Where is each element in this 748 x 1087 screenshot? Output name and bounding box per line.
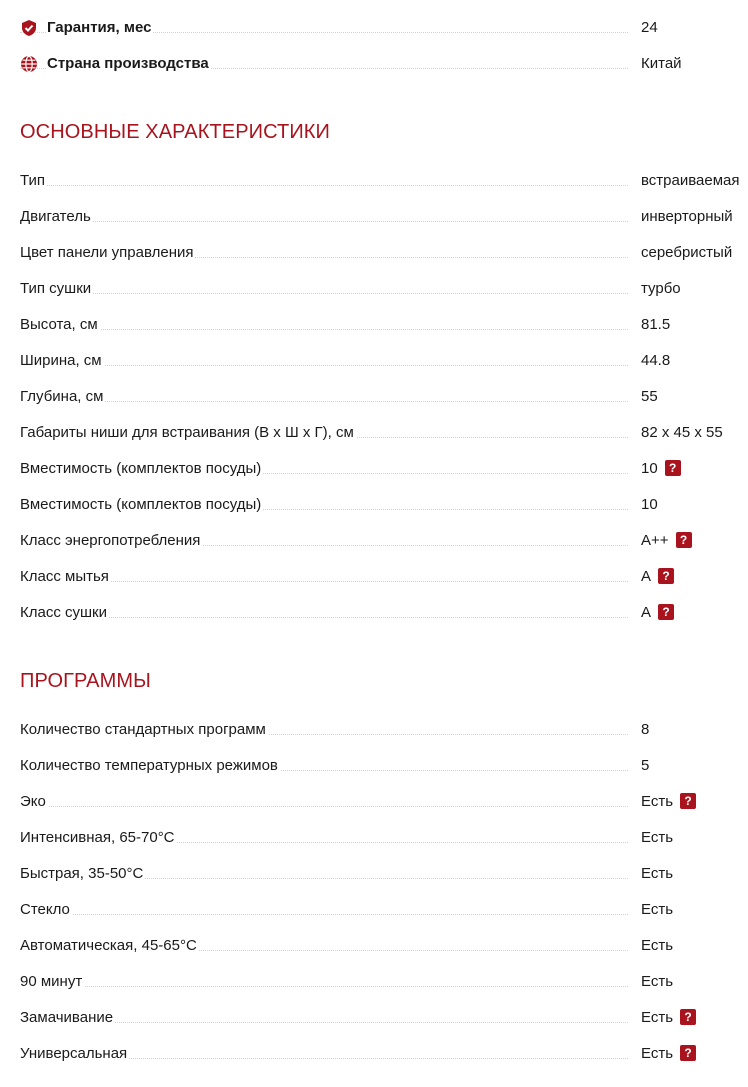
spec-row — [20, 206, 748, 228]
spec-value-wrap — [641, 755, 649, 777]
dotted-leader — [20, 185, 628, 186]
spec-row — [20, 863, 748, 885]
spec-row — [20, 566, 748, 588]
spec-row — [20, 935, 748, 957]
spec-value: серебристый — [641, 244, 733, 261]
dotted-leader — [20, 221, 628, 222]
spec-value-wrap — [641, 719, 649, 741]
spec-value-wrap — [641, 827, 673, 849]
spec-value: A++ — [641, 532, 669, 549]
spec-label: Количество стандартных программ — [20, 719, 268, 741]
spec-label: Универсальная — [20, 1043, 129, 1065]
spec-value-wrap — [641, 530, 692, 552]
spec-value: Есть — [641, 973, 674, 990]
spec-value-wrap — [641, 278, 681, 300]
help-icon[interactable]: ? — [680, 793, 696, 809]
spec-label: Количество температурных режимов — [20, 755, 280, 777]
dotted-leader — [20, 806, 628, 807]
spec-label: Ширина, см — [20, 350, 104, 372]
spec-label: Автоматическая, 45-65°C — [20, 935, 199, 957]
spec-row — [20, 755, 748, 777]
spec-label: Стекло — [20, 899, 72, 921]
spec-value-wrap — [641, 458, 681, 480]
spec-value-wrap — [641, 386, 658, 408]
section-title-main: ОСНОВНЫЕ ХАРАКТЕРИСТИКИ — [20, 121, 331, 143]
help-icon[interactable]: ? — [680, 1009, 696, 1025]
spec-value-wrap — [641, 206, 733, 228]
spec-value-wrap — [641, 494, 658, 516]
spec-row — [20, 899, 748, 921]
spec-value: встраиваемая — [641, 172, 740, 189]
spec-row — [20, 278, 748, 300]
spec-row — [20, 791, 748, 813]
spec-value-wrap — [641, 899, 673, 921]
spec-value-wrap — [641, 566, 674, 588]
spec-value: A — [641, 604, 652, 621]
spec-value: 81.5 — [641, 316, 671, 333]
spec-value-wrap — [641, 971, 673, 993]
section-title-programs: ПРОГРАММЫ — [20, 670, 151, 692]
dotted-leader — [20, 293, 628, 294]
spec-value: 10 — [641, 460, 658, 477]
spec-value: 82 x 45 x 55 — [641, 424, 723, 441]
spec-value: 44.8 — [641, 352, 671, 369]
spec-label: Быстрая, 35-50°C — [20, 863, 145, 885]
spec-label: Вместимость (комплектов посуды) — [20, 494, 263, 516]
help-icon[interactable]: ? — [676, 532, 692, 548]
spec-value-wrap — [641, 170, 740, 192]
spec-label: Габариты ниши для встраивания (В х Ш х Г), см — [20, 422, 356, 444]
spec-label: Двигатель — [20, 206, 93, 228]
spec-value-wrap — [641, 422, 723, 444]
spec-value: 5 — [641, 757, 650, 774]
spec-value-wrap — [641, 1043, 696, 1065]
spec-label: Вместимость (комплектов посуды) — [20, 458, 263, 480]
spec-label: Тип сушки — [20, 278, 93, 300]
spec-value-wrap — [641, 935, 673, 957]
spec-value: инверторный — [641, 208, 733, 225]
spec-row — [20, 350, 748, 372]
spec-row — [20, 1007, 748, 1029]
spec-label: Эко — [20, 791, 48, 813]
spec-value: Есть — [641, 793, 674, 810]
help-icon[interactable]: ? — [658, 604, 674, 620]
spec-row — [20, 1043, 748, 1065]
spec-value: A — [641, 568, 652, 585]
spec-label: Высота, см — [20, 314, 100, 336]
spec-row-country — [20, 53, 748, 75]
spec-row — [20, 494, 748, 516]
spec-value: Есть — [641, 1045, 674, 1062]
spec-label: Гарантия, мес — [47, 17, 153, 39]
spec-value: 55 — [641, 388, 658, 405]
spec-value-wrap — [641, 242, 732, 264]
spec-value: Есть — [641, 901, 674, 918]
dotted-leader — [20, 986, 628, 987]
spec-label: Замачивание — [20, 1007, 115, 1029]
spec-value: 8 — [641, 721, 650, 738]
help-icon[interactable]: ? — [658, 568, 674, 584]
spec-row — [20, 458, 748, 480]
spec-row — [20, 602, 748, 624]
spec-value: Есть — [641, 829, 674, 846]
spec-value: Китай — [641, 55, 682, 72]
spec-value-wrap — [641, 602, 674, 624]
spec-label: Интенсивная, 65-70°C — [20, 827, 177, 849]
spec-value: Есть — [641, 937, 674, 954]
spec-value: Есть — [641, 865, 674, 882]
spec-label: Страна производства — [47, 53, 211, 75]
spec-value-wrap — [641, 1007, 696, 1029]
spec-label: Цвет панели управления — [20, 242, 195, 264]
spec-row — [20, 719, 748, 741]
spec-row-warranty — [20, 17, 748, 39]
spec-label: Тип — [20, 170, 47, 192]
spec-row — [20, 386, 748, 408]
spec-value: турбо — [641, 280, 681, 297]
globe-icon — [20, 55, 38, 73]
dotted-leader — [20, 365, 628, 366]
dotted-leader — [20, 581, 628, 582]
spec-value: Есть — [641, 1009, 674, 1026]
spec-row — [20, 170, 748, 192]
dotted-leader — [20, 401, 628, 402]
spec-row — [20, 314, 748, 336]
spec-label: Класс сушки — [20, 602, 109, 624]
dotted-leader — [20, 329, 628, 330]
dotted-leader — [20, 914, 628, 915]
shield-check-icon — [20, 19, 38, 37]
spec-row — [20, 827, 748, 849]
spec-row — [20, 530, 748, 552]
spec-value-wrap — [641, 350, 670, 372]
spec-row — [20, 971, 748, 993]
spec-row — [20, 422, 748, 444]
dotted-leader — [20, 617, 628, 618]
spec-value: 24 — [641, 19, 658, 36]
spec-label: Глубина, см — [20, 386, 105, 408]
spec-label: 90 минут — [20, 971, 84, 993]
spec-value: 10 — [641, 496, 658, 513]
spec-label: Класс энергопотребления — [20, 530, 202, 552]
spec-value-wrap — [641, 791, 696, 813]
spec-value-wrap — [641, 314, 670, 336]
spec-row — [20, 242, 748, 264]
spec-value-wrap — [641, 863, 673, 885]
spec-label: Класс мытья — [20, 566, 111, 588]
help-icon[interactable]: ? — [665, 460, 681, 476]
help-icon[interactable]: ? — [680, 1045, 696, 1061]
